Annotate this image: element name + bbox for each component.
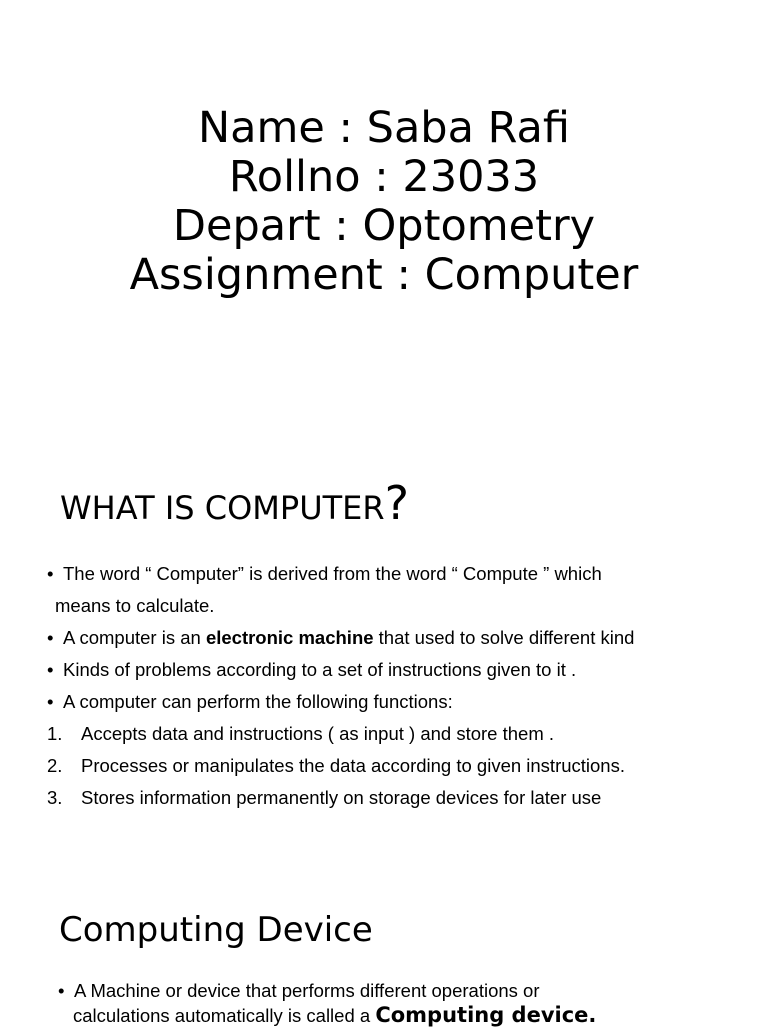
title-slide bbox=[0, 0, 768, 384]
slide-heading: Computing Device bbox=[59, 910, 373, 950]
list-item bbox=[47, 558, 747, 590]
computing-device-slide bbox=[0, 884, 768, 1027]
bullet-icon: • bbox=[58, 980, 65, 1001]
item-text: Processes or manipulates the data according to given instructions. bbox=[81, 755, 625, 776]
numbered-item bbox=[47, 782, 747, 814]
slide-heading bbox=[60, 476, 409, 530]
bullet-text: Kinds of problems according to a set of instructions given to it . bbox=[63, 659, 577, 680]
bullet-continuation: means to calculate. bbox=[55, 595, 215, 616]
bullet-text-bold: electronic machine bbox=[205, 627, 374, 648]
bullet-icon: • bbox=[47, 659, 54, 680]
name-line: Name : Saba Rafi bbox=[197, 103, 570, 153]
list-item bbox=[58, 979, 758, 1003]
bullet-text-pre: A computer is an bbox=[63, 627, 206, 648]
bullet-icon: • bbox=[47, 627, 54, 648]
item-text: Accepts data and instructions ( as input ) and store them . bbox=[81, 723, 555, 744]
item-number: 2. bbox=[47, 755, 63, 776]
assignment-line: Assignment : Computer bbox=[129, 250, 639, 300]
list-item bbox=[47, 622, 747, 654]
title-block bbox=[0, 104, 768, 300]
item-number: 1. bbox=[47, 723, 63, 744]
item-number: 3. bbox=[47, 787, 63, 808]
bullet-text-bold: Computing device. bbox=[375, 1003, 597, 1027]
heading-text: WHAT IS COMPUTER bbox=[60, 489, 385, 527]
bullet-text: A Machine or device that performs different operations or bbox=[74, 980, 540, 1001]
bullet-text: The word “ Computer” is derived from the word “ Compute ” which bbox=[63, 563, 602, 584]
bullet-list bbox=[47, 558, 747, 814]
list-item bbox=[47, 654, 747, 686]
bullet-text: A computer can perform the following functions: bbox=[63, 691, 453, 712]
bullet-icon: • bbox=[47, 691, 54, 712]
bullet-text-pre: calculations automatically is called a bbox=[73, 1005, 376, 1026]
numbered-item bbox=[47, 750, 747, 782]
depart-line: Depart : Optometry bbox=[172, 201, 596, 251]
heading-question-mark: ? bbox=[384, 476, 410, 530]
list-item bbox=[47, 686, 747, 718]
item-text: Stores information permanently on storage devices for later use bbox=[81, 787, 602, 808]
bullet-text-post: that used to solve different kind bbox=[373, 627, 635, 648]
what-is-computer-slide bbox=[0, 384, 768, 884]
bullet-icon: • bbox=[47, 563, 54, 584]
bullet-list bbox=[58, 979, 758, 1027]
rollno-line: Rollno : 23033 bbox=[228, 152, 540, 202]
bullet-continuation bbox=[58, 1003, 758, 1027]
numbered-item bbox=[47, 718, 747, 750]
